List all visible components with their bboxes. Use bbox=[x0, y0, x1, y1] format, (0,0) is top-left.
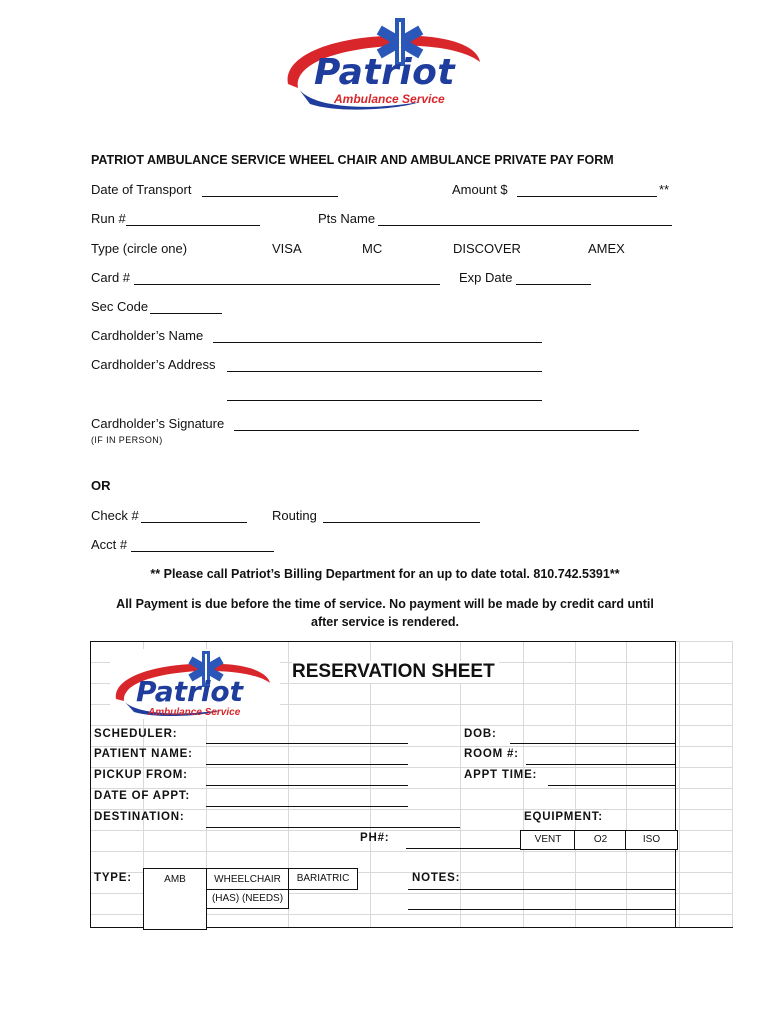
pickup-from-field[interactable] bbox=[206, 785, 408, 786]
equipment-iso[interactable]: ISO bbox=[625, 830, 678, 850]
room-field[interactable] bbox=[526, 764, 675, 765]
cardholder-name-field[interactable] bbox=[213, 342, 542, 343]
notes-field-2[interactable] bbox=[408, 909, 675, 910]
scheduler-field[interactable] bbox=[206, 743, 408, 744]
payment-note-line-2: after service is rendered. bbox=[311, 615, 459, 629]
or-label: OR bbox=[91, 478, 111, 493]
cardholder-address-field-1[interactable] bbox=[227, 371, 542, 372]
type-wheelchair[interactable]: WHEELCHAIR bbox=[206, 868, 289, 890]
routing-field[interactable] bbox=[323, 522, 480, 523]
has-needs[interactable]: (HAS) (NEEDS) bbox=[206, 889, 289, 909]
logo-name: Patriot bbox=[314, 52, 456, 93]
sec-code-field[interactable] bbox=[150, 313, 222, 314]
type-bariatric[interactable]: BARIATRIC bbox=[288, 868, 358, 890]
form-title: PATRIOT AMBULANCE SERVICE WHEEL CHAIR AND AMBULANCE PRIVATE PAY FORM bbox=[91, 153, 614, 167]
cardholder-signature-label: Cardholder’s Signature bbox=[91, 416, 225, 431]
run-label: Run # bbox=[91, 211, 126, 226]
exp-date-label: Exp Date bbox=[459, 270, 513, 285]
acct-label: Acct # bbox=[91, 537, 128, 552]
card-type-visa[interactable]: VISA bbox=[272, 241, 302, 256]
pickup-from-label: PICKUP FROM: bbox=[94, 769, 188, 781]
cardholder-name-label: Cardholder’s Name bbox=[91, 328, 204, 343]
run-field[interactable] bbox=[126, 225, 260, 226]
appt-time-field[interactable] bbox=[548, 785, 675, 786]
amount-label: Amount $ bbox=[452, 182, 508, 197]
dob-label: DOB: bbox=[464, 728, 497, 740]
check-label: Check # bbox=[91, 508, 139, 523]
billing-note: ** Please call Patriot’s Billing Department for an up to date total. 810.742.5391** bbox=[150, 567, 620, 581]
card-type-discover[interactable]: DISCOVER bbox=[453, 241, 521, 256]
exp-date-field[interactable] bbox=[516, 284, 591, 285]
scheduler-label: SCHEDULER: bbox=[94, 728, 178, 740]
amount-suffix: ** bbox=[659, 182, 670, 197]
if-in-person-note: (IF IN PERSON) bbox=[91, 435, 163, 445]
equipment-o2[interactable]: O2 bbox=[574, 830, 627, 850]
cardholder-signature-field[interactable] bbox=[234, 430, 639, 431]
appt-time-label: APPT TIME: bbox=[464, 769, 538, 781]
logo-subtitle: Ambulance Service bbox=[334, 92, 445, 106]
card-number-label: Card # bbox=[91, 270, 131, 285]
date-of-transport-field[interactable] bbox=[202, 196, 338, 197]
routing-label: Routing bbox=[272, 508, 317, 523]
sec-code-label: Sec Code bbox=[91, 299, 149, 314]
notes-field-1[interactable] bbox=[408, 889, 675, 890]
cardholder-address-label: Cardholder’s Address bbox=[91, 357, 216, 372]
date-of-transport-label: Date of Transport bbox=[91, 182, 192, 197]
card-type-amex[interactable]: AMEX bbox=[588, 241, 625, 256]
dob-field[interactable] bbox=[510, 743, 675, 744]
acct-field[interactable] bbox=[131, 551, 274, 552]
pts-name-field[interactable] bbox=[378, 225, 672, 226]
patient-name-field[interactable] bbox=[206, 764, 408, 765]
type-label: Type (circle one) bbox=[91, 241, 188, 256]
card-type-mc[interactable]: MC bbox=[362, 241, 383, 256]
reservation-logo-subtitle: Ambulance Service bbox=[148, 707, 241, 718]
pts-name-label: Pts Name bbox=[318, 211, 376, 226]
room-label: ROOM #: bbox=[464, 748, 519, 760]
amount-field[interactable] bbox=[517, 196, 657, 197]
destination-field[interactable] bbox=[206, 827, 460, 828]
reservation-sheet bbox=[90, 641, 733, 928]
card-number-field[interactable] bbox=[134, 284, 440, 285]
check-field[interactable] bbox=[141, 522, 247, 523]
type-amb[interactable]: AMB bbox=[143, 868, 207, 930]
equipment-vent[interactable]: VENT bbox=[520, 830, 576, 850]
type-label: TYPE: bbox=[94, 872, 132, 884]
reservation-logo-name: Patriot bbox=[136, 675, 244, 708]
reservation-title: RESERVATION SHEET bbox=[292, 661, 499, 683]
patriot-logo bbox=[280, 14, 490, 114]
reservation-logo bbox=[110, 649, 280, 719]
ph-label: PH#: bbox=[360, 832, 390, 844]
ph-field[interactable] bbox=[406, 848, 526, 849]
notes-label: NOTES: bbox=[412, 872, 461, 884]
patient-name-label: PATIENT NAME: bbox=[94, 748, 193, 760]
equipment-label: EQUIPMENT: bbox=[524, 811, 603, 823]
destination-label: DESTINATION: bbox=[94, 811, 185, 823]
cardholder-address-field-2[interactable] bbox=[227, 400, 542, 401]
payment-note-line-1: All Payment is due before the time of service. No payment will be made by credit card until bbox=[116, 597, 654, 611]
date-of-appt-label: DATE OF APPT: bbox=[94, 790, 191, 802]
date-of-appt-field[interactable] bbox=[206, 806, 408, 807]
